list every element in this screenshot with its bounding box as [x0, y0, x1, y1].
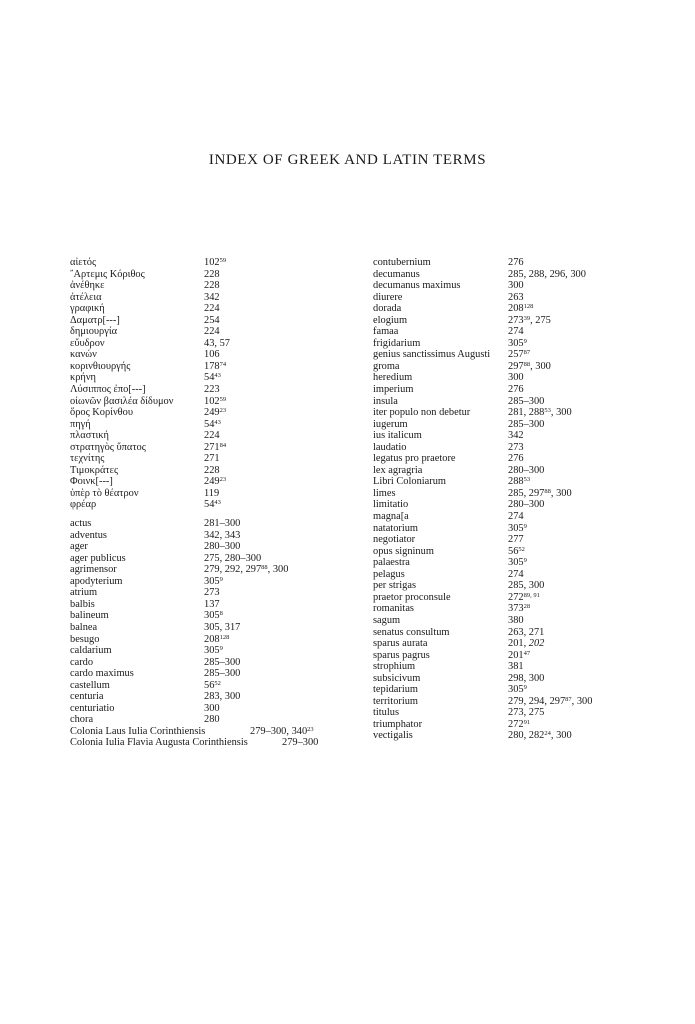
index-term: chora [70, 714, 94, 726]
footnote-number: 23 [219, 407, 227, 415]
index-term: strophium [373, 661, 416, 673]
footnote-number: 91 [523, 718, 531, 726]
page-references: $305^8$ [204, 610, 223, 622]
index-entry [373, 396, 653, 408]
page-references: 254 [204, 314, 220, 326]
page-references: 285–300 [508, 418, 545, 430]
page-references: 272$^{89, 91}$ [508, 591, 540, 603]
index-term: adventus [70, 529, 107, 541]
page-references: 277 [508, 534, 524, 546]
page-references: 380 [508, 614, 524, 626]
index-term: ager [70, 541, 88, 553]
footnote-number: 87 [565, 695, 572, 703]
page-references: $178^{74}$ [204, 360, 227, 372]
footnote-number: 47 [523, 649, 531, 657]
page-references: $305^9$ [508, 684, 527, 696]
page-references: 305, 317 [204, 621, 241, 633]
index-entry [373, 361, 653, 373]
page-references: 223 [204, 384, 220, 396]
footnote-number: 74 [219, 360, 227, 368]
latin-terms-list-right [373, 257, 653, 742]
index-term: cardo [70, 656, 94, 668]
footnote-number: 88 [261, 564, 268, 572]
index-entry [373, 430, 653, 442]
index-term: balbis [70, 598, 95, 610]
page-references: 224 [204, 303, 220, 315]
index-entry [373, 592, 653, 604]
index-term: romanitas [373, 603, 414, 615]
page-references: 298, 300 [508, 672, 545, 684]
footnote-number: 84 [219, 441, 227, 449]
index-term: ὅρος Κορίνθου [70, 407, 133, 419]
page-references: $257^{87}$ [508, 349, 531, 361]
index-entry [70, 668, 350, 680]
index-entry [373, 476, 653, 488]
index-term: Φοινκ[---] [70, 476, 113, 488]
footnote-number: 24 [544, 730, 551, 738]
index-term: balnea [70, 621, 98, 633]
footnote-number: 8 [219, 610, 223, 618]
page-references: 228 [204, 268, 220, 280]
index-term: τεχνίτης [70, 453, 105, 465]
page-references: 273 [508, 441, 524, 453]
page-references: 283, 300 [204, 691, 241, 703]
page-references: $373^{28}$ [508, 603, 531, 615]
index-entry [70, 541, 350, 553]
page-references: 280–300 [508, 499, 545, 511]
index-entry [70, 280, 350, 292]
page-references: 281, $288^{53}$, 300 [508, 407, 572, 419]
index-entry [70, 622, 350, 634]
page-references: 280–300 [204, 541, 241, 553]
footnote-number: 59 [219, 395, 227, 403]
index-entry [70, 430, 350, 442]
page-references: $102^{59}$ [204, 395, 227, 407]
page-references: $305^9$ [204, 575, 223, 587]
page-references: 276 [508, 384, 524, 396]
page-references: 228 [204, 280, 220, 292]
index-entry [373, 523, 653, 535]
page-references: 342 [204, 291, 220, 303]
index-term: insula [373, 395, 398, 407]
index-term: γραφική [70, 303, 105, 315]
footnote-number: 89, 91 [523, 591, 540, 599]
index-term: αἰετός [70, 257, 97, 268]
index-entry [70, 587, 350, 599]
index-term: οἰωνῶν βασιλέα δίδυμον [70, 395, 174, 407]
footnote-number: 88 [523, 360, 531, 368]
footnote-number: 23 [307, 725, 314, 733]
footnote-number: 43 [214, 418, 221, 426]
index-entry [373, 292, 653, 304]
index-term: heredium [373, 372, 413, 384]
index-entry [373, 661, 653, 673]
index-term: imperium [373, 384, 414, 396]
index-term: agrimensor [70, 564, 117, 576]
index-entry [373, 465, 653, 477]
footnote-number: 9 [523, 522, 527, 530]
index-entry [70, 726, 350, 738]
index-term: ἀτέλεια [70, 291, 102, 303]
index-entry [373, 419, 653, 431]
page-references: 271 [204, 453, 220, 465]
page-references: $305^9$ [508, 557, 527, 569]
page-references: 43, 57 [204, 337, 230, 349]
index-entry [373, 719, 653, 731]
index-term: triumphator [373, 718, 423, 730]
footnote-number: 53 [544, 407, 551, 415]
index-term: limes [373, 487, 396, 499]
index-term: dorada [373, 303, 402, 315]
page-references: 263, 271 [508, 626, 545, 638]
index-entry [373, 315, 653, 327]
index-term: Λύσιππος ἐπο[---] [70, 384, 146, 396]
page-references: 342, 343 [204, 529, 241, 541]
page-references: 106 [204, 349, 220, 361]
index-term: groma [373, 360, 400, 372]
index-entry [70, 292, 350, 304]
index-entry [373, 650, 653, 662]
page-references: $305^9$ [508, 337, 527, 349]
page-references: $272^{91}$ [508, 718, 531, 730]
page-references: 273, 275 [508, 707, 545, 719]
index-term: senatus consultum [373, 626, 450, 638]
index-term: caldarium [70, 645, 112, 657]
page-references: 224 [204, 326, 220, 338]
page-references: 342 [508, 430, 524, 442]
page-references: 281–300 [204, 518, 241, 530]
page-references: 285–300 [508, 395, 545, 407]
index-term: per strigas [373, 580, 416, 592]
page-references: 279, 294, $297^{87}$, 300 [508, 695, 593, 707]
page-references: 381 [508, 661, 524, 673]
footnote-number: 9 [523, 337, 527, 345]
page-references: 280, $282^{24}$, 300 [508, 730, 572, 742]
index-term: decumanus [373, 268, 420, 280]
index-entry [70, 372, 350, 384]
page-references: 274 [508, 568, 524, 580]
index-term: Colonia Laus Iulia Corinthiensis [70, 725, 206, 737]
index-term: ἀνέθηκε [70, 280, 105, 292]
page-references: 280–300 [508, 464, 545, 476]
index-term: ager publicus [70, 552, 126, 564]
page-references: 263 [508, 291, 524, 303]
page-references: $249^{23}$ [204, 407, 227, 419]
index-term: opus signinum [373, 545, 434, 557]
index-term: δημιουργία [70, 326, 118, 338]
index-entry [70, 499, 350, 511]
index-entry [70, 488, 350, 500]
footnote-number: 59 [219, 257, 227, 264]
index-entry [373, 326, 653, 338]
index-entry [373, 269, 653, 281]
index-entry [373, 707, 653, 719]
index-term: κανών [70, 349, 97, 361]
index-entry [373, 372, 653, 384]
index-term: tepidarium [373, 684, 419, 696]
page-references: 119 [204, 487, 220, 499]
index-entry [373, 580, 653, 592]
index-term: atrium [70, 587, 98, 599]
index-term: ῎Αρτεμις Κόριθος [70, 268, 145, 280]
index-term: decumanus maximus [373, 280, 461, 292]
index-term: contubernium [373, 257, 431, 268]
index-entry [70, 703, 350, 715]
index-entry [373, 280, 653, 292]
page-references: 285, $297^{88}$, 300 [508, 487, 572, 499]
index-entry [70, 564, 350, 576]
index-term: iter populo non debetur [373, 407, 471, 419]
index-term: sparus aurata [373, 638, 428, 650]
page-title: INDEX OF GREEK AND LATIN TERMS [208, 152, 487, 168]
index-term: πηγή [70, 418, 91, 430]
index-term: iugerum [373, 418, 408, 430]
index-entry [70, 303, 350, 315]
index-term: κρήνη [70, 372, 96, 384]
index-term: frigidarium [373, 337, 421, 349]
index-entry [70, 407, 350, 419]
index-entry [70, 610, 350, 622]
page-references: 228 [204, 464, 220, 476]
index-term: Colonia Iulia Flavia Augusta Corinthiensis [70, 737, 248, 749]
page-references: $208^{128}$ [508, 303, 534, 315]
index-entry [70, 657, 350, 669]
index-term: vectigalis [373, 730, 413, 742]
index-entry [70, 576, 350, 588]
index-term: palaestra [373, 557, 410, 569]
index-term: titulus [373, 707, 399, 719]
index-entry [70, 530, 350, 542]
index-term: εὔυδρον [70, 337, 105, 349]
index-term: cardo maximus [70, 668, 134, 680]
footnote-number: 53 [523, 476, 531, 484]
index-entry [373, 627, 653, 639]
index-term: sagum [373, 614, 401, 626]
page-references: $54^{43}$ [204, 372, 221, 384]
index-entry [373, 557, 653, 569]
page-references: 279–300, $340^{23}$ [250, 725, 314, 737]
page-references: $273^{39}$, 275 [508, 314, 551, 326]
index-term: actus [70, 518, 92, 530]
index-entry [373, 638, 653, 650]
index-entry [70, 680, 350, 692]
page-references: $56^{52}$ [508, 545, 525, 557]
index-column-left [70, 257, 350, 749]
index-entry [373, 534, 653, 546]
index-entry [373, 338, 653, 350]
footnote-number: 52 [518, 545, 525, 553]
index-entry [70, 476, 350, 488]
footnote-number: 128 [219, 633, 230, 641]
index-term: apodyterium [70, 575, 123, 587]
greek-terms-list [70, 257, 350, 511]
footnote-number: 43 [214, 499, 221, 507]
index-term: κορινθιουργής [70, 360, 131, 372]
index-entry [373, 407, 653, 419]
page-references: $56^{52}$ [204, 679, 221, 691]
page-references: 300 [508, 372, 524, 384]
page-references: 276 [508, 257, 524, 268]
page-references: 279, 292, $297^{88}$, 300 [204, 564, 289, 576]
index-entry [70, 384, 350, 396]
page-references: $297^{88}$, 300 [508, 360, 551, 372]
index-entry [70, 691, 350, 703]
index-entry [373, 442, 653, 454]
index-term: diurere [373, 291, 403, 303]
index-entry [70, 442, 350, 454]
index-entry [373, 569, 653, 581]
index-entry [70, 257, 350, 269]
footnote-number: 9 [523, 684, 527, 692]
index-entry [70, 396, 350, 408]
index-column-right [373, 257, 653, 742]
index-term: elogium [373, 314, 408, 326]
page-references: $305^9$ [508, 522, 527, 534]
page-references: $54^{43}$ [204, 499, 221, 511]
index-entry [70, 518, 350, 530]
index-entry [70, 315, 350, 327]
page-references: 275, 280–300 [204, 552, 262, 564]
index-entry [373, 615, 653, 627]
index-term: πλαστική [70, 430, 109, 442]
index-entry [373, 453, 653, 465]
index-term: territorium [373, 695, 419, 707]
footnote-number: 128 [523, 303, 534, 311]
index-term: negotiator [373, 534, 416, 546]
index-term: praetor proconsule [373, 591, 451, 603]
index-entry [373, 684, 653, 696]
page-references: 276 [508, 453, 524, 465]
footnote-number: 43 [214, 372, 221, 380]
index-entry [373, 546, 653, 558]
index-entry [373, 511, 653, 523]
page-references: $201^{47}$ [508, 649, 531, 661]
page-references: 274 [508, 326, 524, 338]
page-references: 285–300 [204, 656, 241, 668]
index-entry [70, 453, 350, 465]
footnote-number: 23 [219, 476, 227, 484]
index-entry [70, 326, 350, 338]
page-references: 300 [508, 280, 524, 292]
latin-terms-list [70, 518, 350, 726]
page-references: 285, 288, 296, 300 [508, 268, 586, 280]
index-entry [70, 465, 350, 477]
index-term: natatorium [373, 522, 419, 534]
index-entry [70, 338, 350, 350]
index-term: στρατηγὸς ὕπατος [70, 441, 146, 453]
page-references: 285, 300 [508, 580, 545, 592]
index-entry [70, 737, 350, 749]
footnote-number: 9 [523, 557, 527, 565]
page-references: $305^9$ [204, 645, 223, 657]
index-entry [70, 634, 350, 646]
index-entry [373, 499, 653, 511]
page-references: 274 [508, 511, 524, 523]
index-term: magna[a [373, 511, 409, 523]
page-references: 279–300 [282, 737, 319, 749]
index-entry [70, 349, 350, 361]
footnote-number: 87 [523, 349, 531, 357]
index-term: pelagus [373, 568, 405, 580]
index-entry [373, 603, 653, 615]
page-references: 201, 202 [508, 638, 545, 650]
index-term: centuria [70, 691, 104, 703]
latin-terms-list-long [70, 726, 350, 749]
index-term: limitatio [373, 499, 409, 511]
index-entry [373, 488, 653, 500]
index-entry [70, 269, 350, 281]
page-references: $271^{84}$ [204, 441, 227, 453]
index-entry [70, 714, 350, 726]
index-entry [373, 730, 653, 742]
index-entry [373, 696, 653, 708]
index-term: ὑπὲρ τὸ θέατρον [70, 487, 139, 499]
index-entry [70, 553, 350, 565]
footnote-number: 52 [214, 679, 221, 687]
page-references: 285–300 [204, 668, 241, 680]
footnote-number: 39 [523, 314, 531, 322]
index-entry [70, 419, 350, 431]
index-term: φρέαρ [70, 499, 97, 511]
page-references: 273 [204, 587, 220, 599]
page-references: $54^{43}$ [204, 418, 221, 430]
index-term: besugo [70, 633, 100, 645]
footnote-number: 9 [219, 645, 223, 653]
index-term: legatus pro praetore [373, 453, 456, 465]
footnote-number: 28 [523, 603, 531, 611]
index-term: Libri Coloniarum [373, 476, 447, 488]
index-term: sparus pagrus [373, 649, 430, 661]
page-references: 280 [204, 714, 220, 726]
index-term: balineum [70, 610, 109, 622]
index-term: ius italicum [373, 430, 422, 442]
footnote-number: 88 [544, 487, 551, 495]
page-references: $208^{128}$ [204, 633, 230, 645]
index-entry [70, 645, 350, 657]
section-gap [70, 511, 350, 518]
index-entry [373, 384, 653, 396]
index-entry [373, 257, 653, 269]
footnote-number: 9 [219, 575, 223, 583]
index-entry [70, 599, 350, 611]
index-term: Τιμοκράτες [70, 464, 119, 476]
page-references: $102^{59}$ [204, 257, 227, 268]
index-term: subsicivum [373, 672, 421, 684]
index-term: famaa [373, 326, 399, 338]
page-references: 300 [204, 702, 220, 714]
index-term: laudatio [373, 441, 407, 453]
index-term: genius sanctissimus Augusti [373, 349, 491, 361]
index-term: castellum [70, 679, 110, 691]
index-term: centuriatio [70, 702, 115, 714]
index-entry [373, 673, 653, 685]
page-references: $288^{53}$ [508, 476, 531, 488]
index-term: lex agragria [373, 464, 423, 476]
index-term: Δαματρ[---] [70, 314, 120, 326]
page-references: 137 [204, 598, 220, 610]
index-entry [373, 349, 653, 361]
page-references: 224 [204, 430, 220, 442]
page-references: $249^{23}$ [204, 476, 227, 488]
index-entry [70, 361, 350, 373]
index-entry [373, 303, 653, 315]
